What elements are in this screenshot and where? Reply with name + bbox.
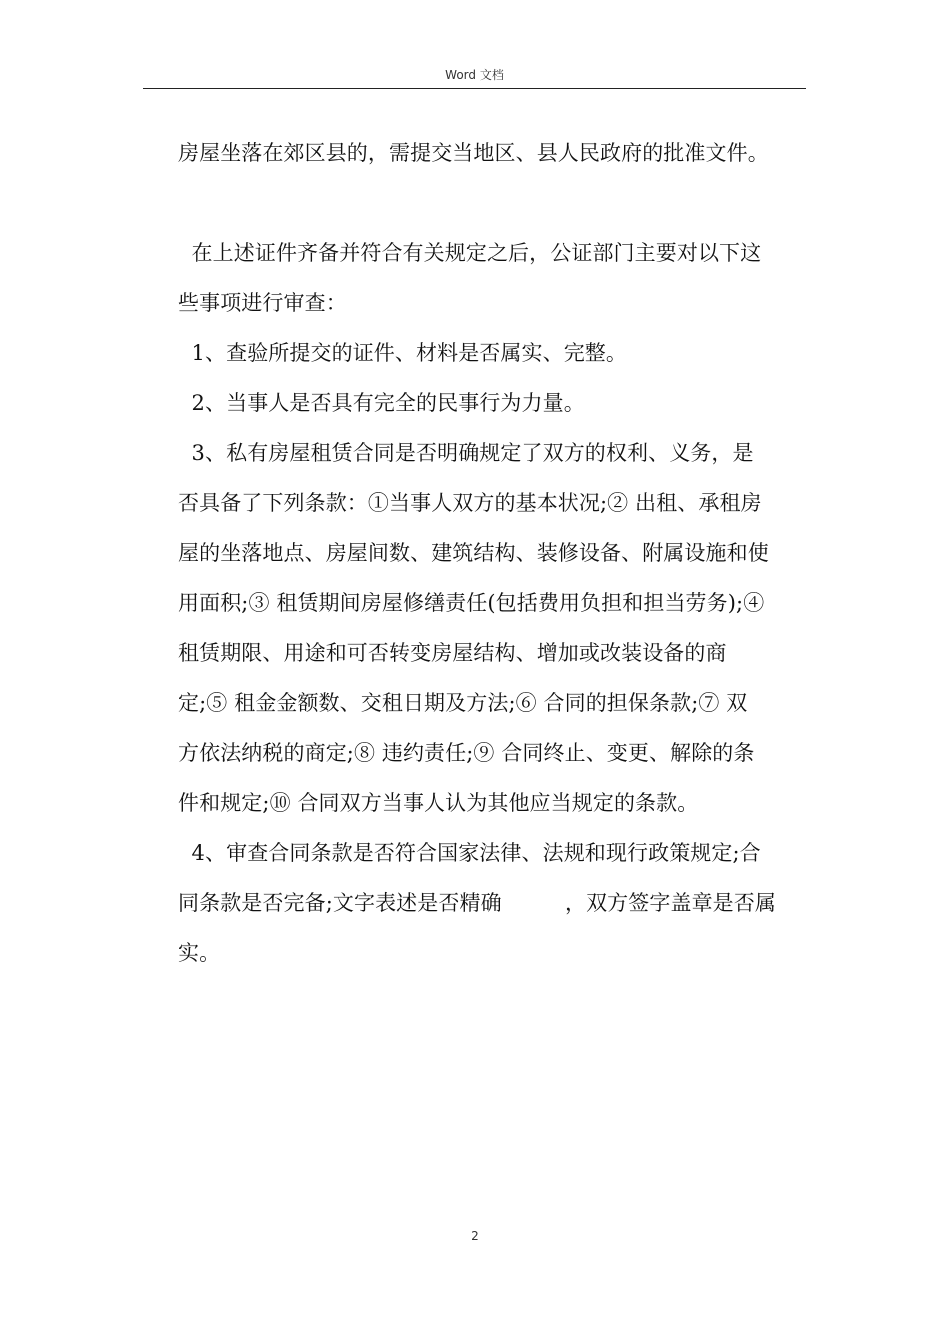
- text-line: 在上述证件齐备并符合有关规定之后，公证部门主要对以下这: [178, 241, 762, 265]
- list-item-2: 2、当事人是否具有完全的民事行为力量。: [178, 391, 585, 415]
- text-line: 房屋坐落在郊区县的，需提交当地区、县人民政府的批准文件。: [178, 141, 769, 165]
- list-item-4: 4、审查合同条款是否符合国家法律、法规和现行政策规定;合: [178, 841, 761, 865]
- text-line: 件和规定;⑩ 合同双方当事人认为其他应当规定的条款。: [178, 791, 699, 815]
- document-body: [178, 128, 806, 978]
- text-line: 租赁期限、用途和可否转变房屋结构、增加或改装设备的商: [178, 641, 727, 665]
- text-line: 定;⑤ 租金金额数、交租日期及方法;⑥ 合同的担保条款;⑦ 双: [178, 691, 748, 715]
- page-number: 2: [471, 1229, 479, 1243]
- list-item-3: 3、私有房屋租赁合同是否明确规定了双方的权利、义务，是: [178, 441, 754, 465]
- blank-line: [178, 178, 806, 228]
- text-line: 同条款是否完备;文字表述是否精确 ，双方签字盖章是否属: [178, 891, 776, 915]
- text-line: 些事项进行审查：: [178, 291, 347, 315]
- text-line: 屋的坐落地点、房屋间数、建筑结构、装修设备、附属设施和使: [178, 541, 769, 565]
- list-item-1: 1、查验所提交的证件、材料是否属实、完整。: [178, 341, 628, 365]
- text-line: 用面积;③ 租赁期间房屋修缮责任(包括费用负担和担当劳务);④: [178, 591, 765, 615]
- text-line: 否具备了下列条款：①当事人双方的基本状况;② 出租、承租房: [178, 491, 762, 515]
- page-header: Word 文档: [143, 66, 806, 89]
- text-line: 实。: [178, 941, 221, 965]
- text-line: 方依法纳税的商定;⑧ 违约责任;⑨ 合同终止、变更、解除的条: [178, 741, 755, 765]
